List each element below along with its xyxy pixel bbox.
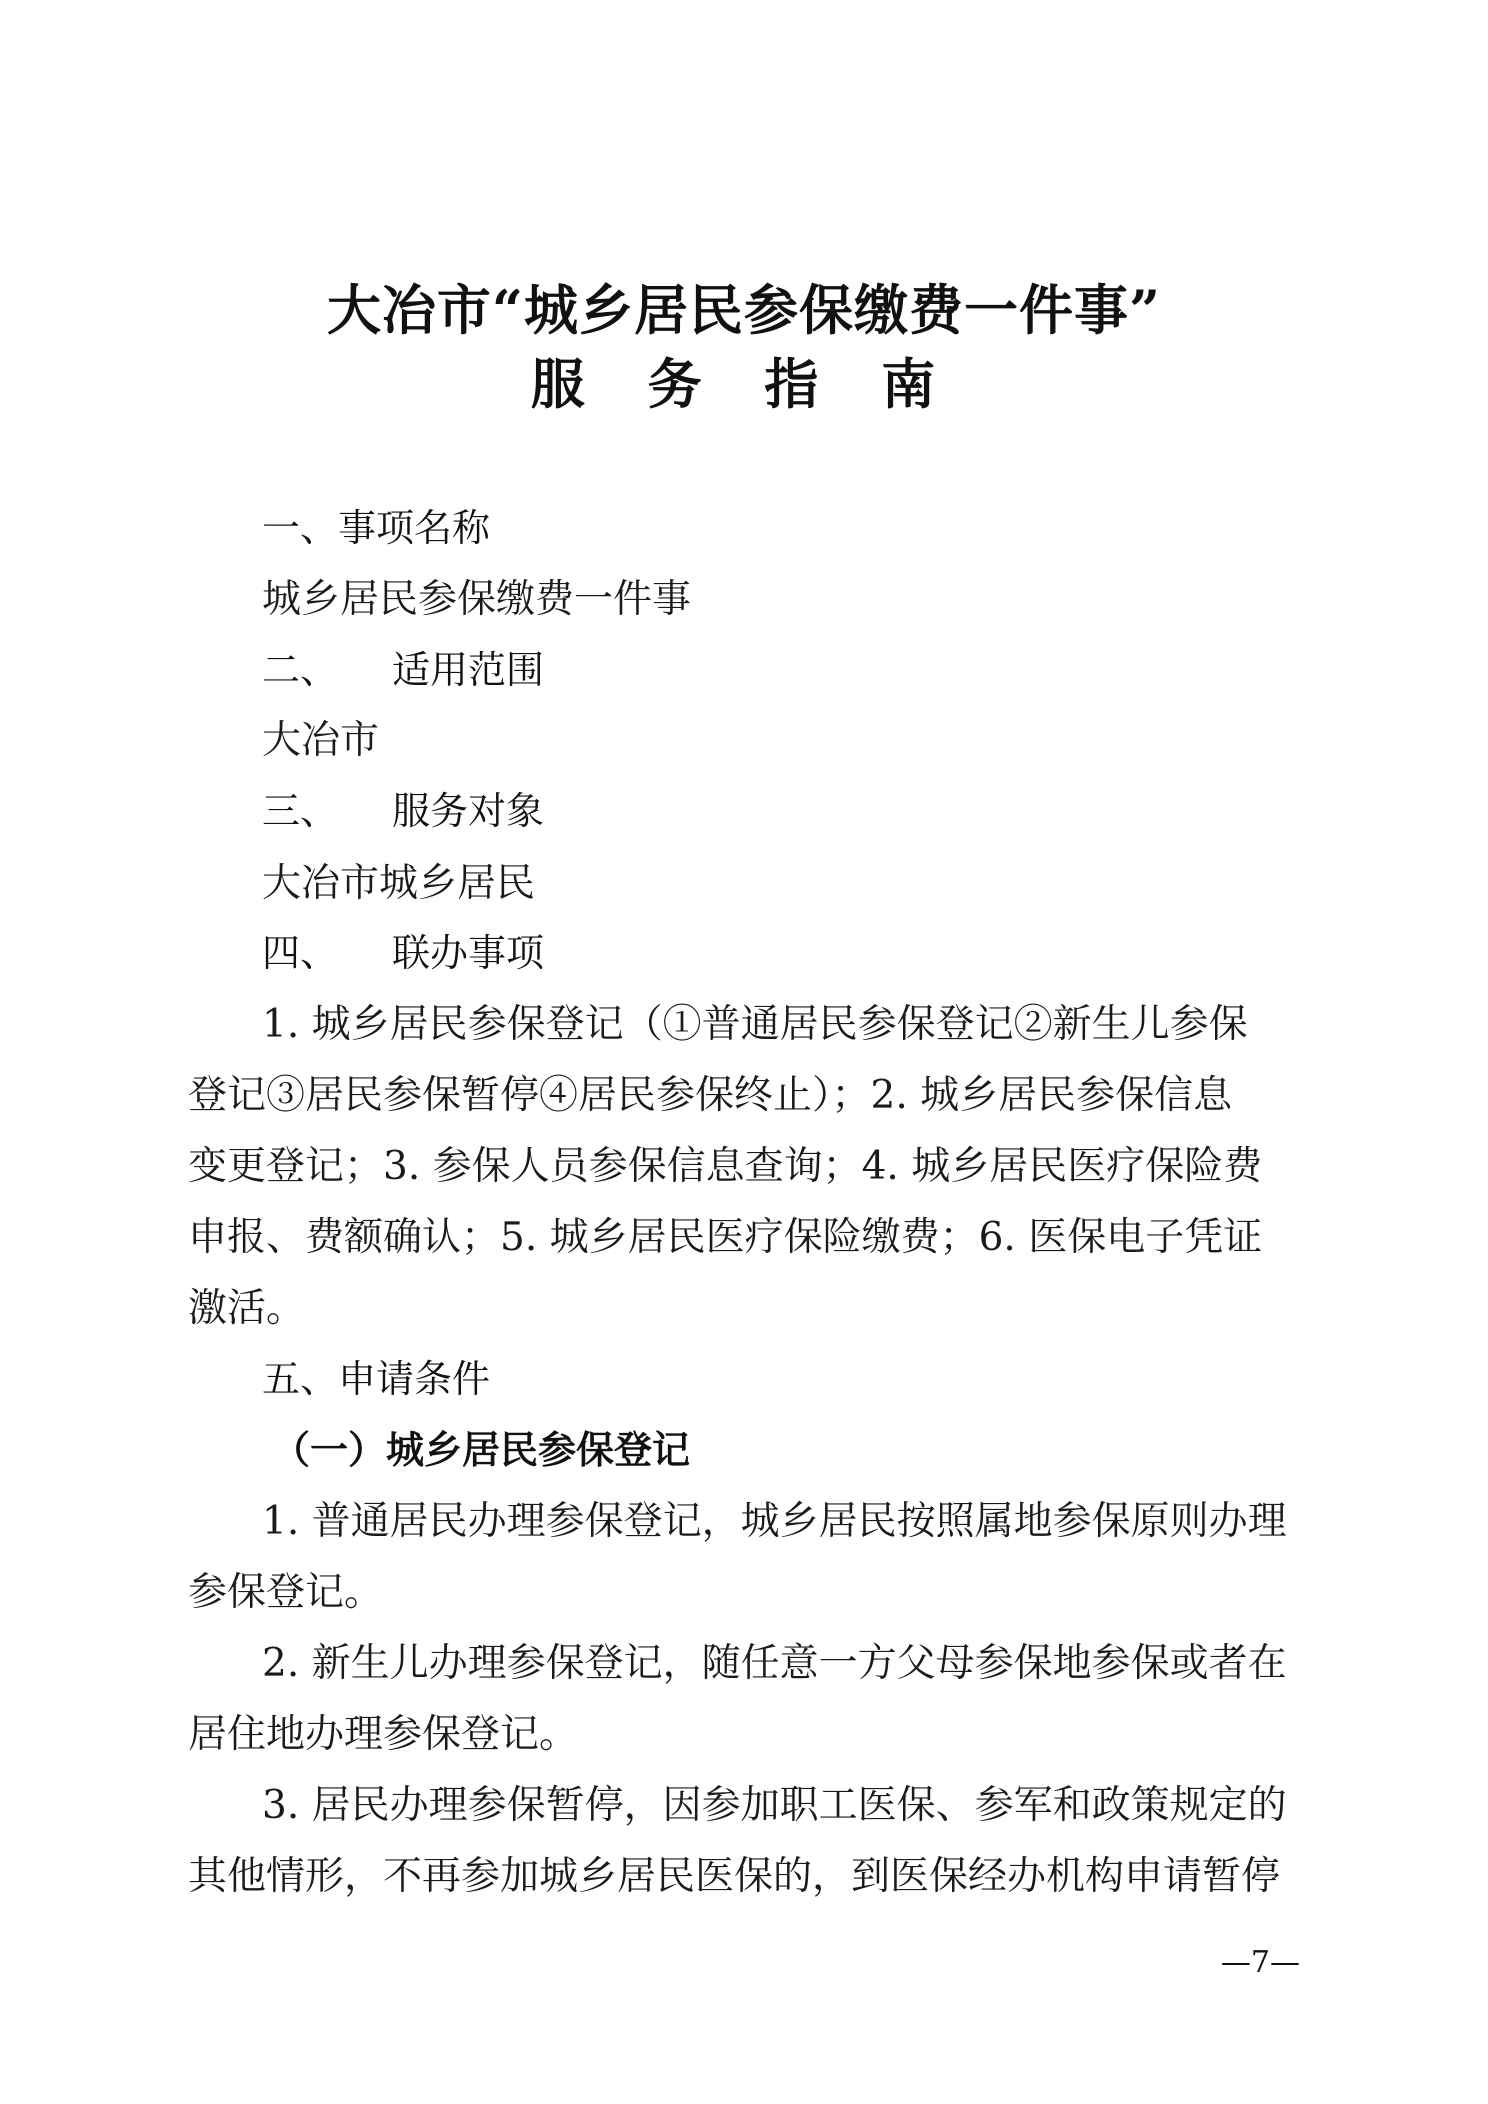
paragraph-line: 2. 新生儿办理参保登记，随任意一方父母参保地参保或者在	[262, 1641, 1287, 1686]
section-2-label: 适用范围	[392, 648, 545, 692]
paragraph-line: 其他情形，不再参加城乡居民医保的，到医保经办机构申请暂停	[188, 1854, 1281, 1899]
section-4-heading	[262, 922, 544, 977]
document-title: 大冶市“城乡居民参保缴费一件事”	[326, 278, 1162, 342]
section-4-line: 申报、费额确认；5. 城乡居民医疗保险缴费；6. 医保电子凭证	[188, 1215, 1263, 1260]
section-4-line: 登记③居民参保暂停④居民参保终止）；2. 城乡居民参保信息	[188, 1073, 1233, 1118]
page-number: —7—	[1220, 1945, 1300, 1980]
section-5-heading: 五、申请条件	[262, 1357, 491, 1401]
paragraph-line: 居住地办理参保登记。	[188, 1712, 579, 1757]
section-3-heading	[262, 780, 544, 835]
section-3-label: 服务对象	[392, 789, 545, 833]
section-3-body: 大冶市城乡居民	[262, 861, 536, 906]
section-2-heading	[262, 639, 544, 694]
section-5-subheading: （一）城乡居民参保登记	[272, 1427, 691, 1472]
section-4-label: 联办事项	[392, 931, 545, 975]
section-2-number: 二、	[262, 648, 339, 692]
paragraph-line: 参保登记。	[188, 1570, 384, 1615]
section-4-line: 激活。	[188, 1286, 306, 1331]
section-4-line: 变更登记；3. 参保人员参保信息查询；4. 城乡居民医疗保险费	[188, 1144, 1263, 1189]
paragraph-line: 3. 居民办理参保暂停，因参加职工医保、参军和政策规定的	[262, 1783, 1287, 1828]
section-4-line: 1. 城乡居民参保登记（①普通居民参保登记②新生儿参保	[262, 1002, 1248, 1047]
document-subtitle: 服 务 指 南	[530, 352, 958, 416]
section-1-body: 城乡居民参保缴费一件事	[262, 577, 692, 622]
section-3-number: 三、	[262, 789, 339, 833]
section-4-number: 四、	[262, 931, 339, 975]
section-2-body: 大冶市	[262, 718, 380, 763]
section-1-heading: 一、事项名称	[262, 506, 491, 550]
paragraph-line: 1. 普通居民办理参保登记，城乡居民按照属地参保原则办理	[262, 1499, 1287, 1544]
